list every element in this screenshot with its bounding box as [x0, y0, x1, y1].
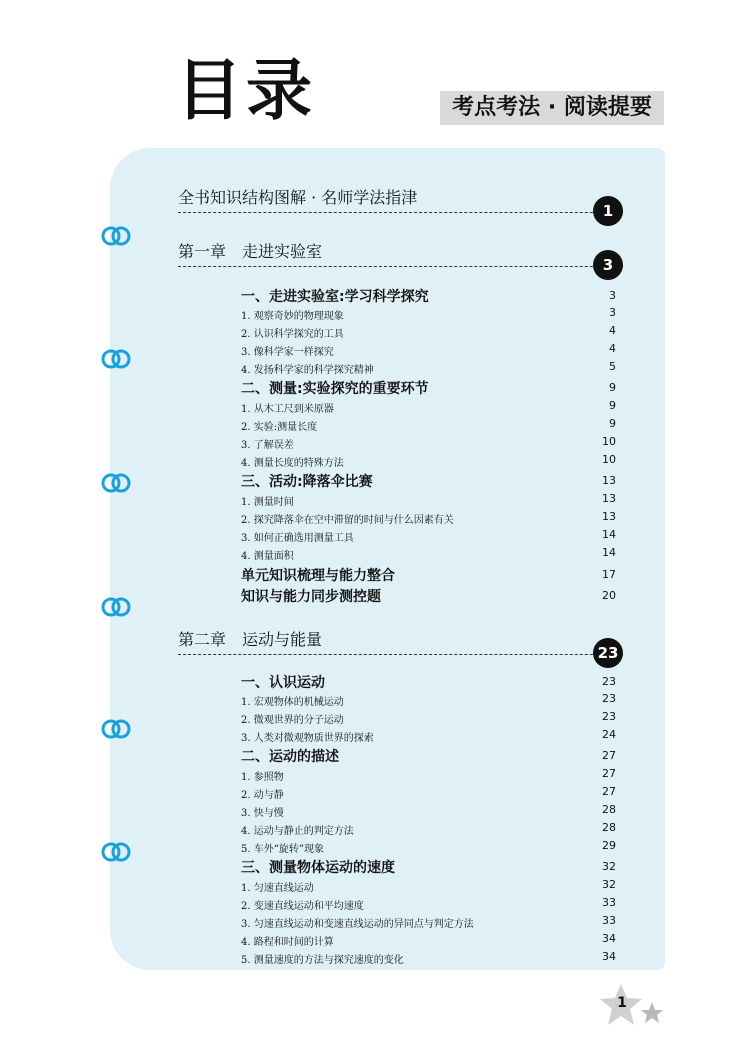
toc-heading[interactable]: 二、运动的描述: [241, 749, 339, 765]
toc-page: 29: [602, 839, 616, 852]
toc-item[interactable]: 4. 测量长度的特殊方法: [241, 458, 344, 469]
page-badge: 1: [593, 196, 623, 226]
toc-page: 23: [602, 675, 616, 688]
toc-page: 23: [602, 692, 616, 705]
binder-ring-icon: [100, 841, 132, 863]
toc-heading[interactable]: 单元知识梳理与能力整合: [241, 568, 395, 584]
toc-item[interactable]: 5. 车外“旋转”现象: [241, 844, 324, 855]
toc-page: 23: [602, 710, 616, 723]
toc-item[interactable]: 1. 参照物: [241, 772, 284, 783]
binder-ring-icon: [100, 348, 132, 370]
page-number: 1: [617, 995, 627, 1011]
toc-page: 3: [609, 289, 616, 302]
toc-item[interactable]: 2. 动与静: [241, 790, 284, 801]
binder-ring-icon: [100, 596, 132, 618]
toc-page: 13: [602, 510, 616, 523]
page-badge: 23: [593, 638, 623, 668]
toc-page: 24: [602, 728, 616, 741]
toc-page: 13: [602, 492, 616, 505]
section-label: 第一章 走进实验室: [178, 242, 323, 261]
toc-item[interactable]: 4. 发扬科学家的科学探究精神: [241, 365, 374, 376]
toc-heading[interactable]: 三、活动:降落伞比赛: [241, 474, 373, 490]
toc-page: 28: [602, 803, 616, 816]
toc-page: 32: [602, 860, 616, 873]
toc-item[interactable]: 3. 人类对微观物质世界的探索: [241, 733, 374, 744]
toc-item[interactable]: 1. 宏观物体的机械运动: [241, 697, 344, 708]
toc-heading[interactable]: 二、测量:实验探究的重要环节: [241, 381, 429, 397]
toc-item[interactable]: 3. 如何正确选用测量工具: [241, 533, 354, 544]
toc-item[interactable]: 4. 测量面积: [241, 551, 294, 562]
toc-page: 13: [602, 474, 616, 487]
toc-page: 9: [609, 399, 616, 412]
toc-section[interactable]: [178, 184, 623, 220]
toc-heading[interactable]: 一、走进实验室:学习科学探究: [241, 289, 429, 305]
toc-page: 28: [602, 821, 616, 834]
page-title: 目录: [176, 52, 316, 129]
toc-page: 9: [609, 381, 616, 394]
page-badge: 3: [593, 250, 623, 280]
toc-page: 3: [609, 306, 616, 319]
toc-page: 10: [602, 453, 616, 466]
toc-page: 33: [602, 896, 616, 909]
toc-item[interactable]: 3. 匀速直线运动和变速直线运动的异同点与判定方法: [241, 919, 474, 930]
toc-item[interactable]: 1. 观察奇妙的物理现象: [241, 311, 344, 322]
toc-page: 9: [609, 417, 616, 430]
toc-page: 33: [602, 914, 616, 927]
toc-page: 34: [602, 950, 616, 963]
toc-section[interactable]: [178, 626, 623, 662]
toc-page: 27: [602, 767, 616, 780]
toc-page: 14: [602, 546, 616, 559]
toc-item[interactable]: 5. 测量速度的方法与探究速度的变化: [241, 955, 404, 966]
toc-page: 4: [609, 324, 616, 337]
toc-page: 17: [602, 568, 616, 581]
toc-item[interactable]: 4. 运动与静止的判定方法: [241, 826, 354, 837]
toc-item[interactable]: 2. 微观世界的分子运动: [241, 715, 344, 726]
toc-item[interactable]: 2. 探究降落伞在空中滞留的时间与什么因素有关: [241, 515, 454, 526]
binder-ring-icon: [100, 225, 132, 247]
toc-heading[interactable]: 知识与能力同步测控题: [241, 589, 381, 605]
toc-item[interactable]: 2. 实验:测量长度: [241, 422, 318, 433]
toc-page: 34: [602, 932, 616, 945]
binder-ring-icon: [100, 472, 132, 494]
toc-item[interactable]: 1. 测量时间: [241, 497, 294, 508]
toc-page: 14: [602, 528, 616, 541]
toc-heading[interactable]: 一、认识运动: [241, 675, 325, 691]
toc-item[interactable]: 3. 了解误差: [241, 440, 294, 451]
toc-item[interactable]: 2. 变速直线运动和平均速度: [241, 901, 364, 912]
toc-page: 27: [602, 785, 616, 798]
toc-item[interactable]: 1. 从木工尺到米原器: [241, 404, 334, 415]
toc-page: 20: [602, 589, 616, 602]
toc-item[interactable]: 1. 匀速直线运动: [241, 883, 314, 894]
toc-page: 4: [609, 342, 616, 355]
section-label: 第二章 运动与能量: [178, 630, 323, 649]
section-label: 全书知识结构图解 · 名师学法指津: [178, 188, 418, 207]
toc-item[interactable]: 4. 路程和时间的计算: [241, 937, 334, 948]
toc-item[interactable]: 3. 快与慢: [241, 808, 284, 819]
page-subtitle: 考点考法 · 阅读提要: [440, 91, 664, 125]
binder-ring-icon: [100, 718, 132, 740]
toc-page: 10: [602, 435, 616, 448]
toc-section[interactable]: [178, 238, 623, 274]
toc-item[interactable]: 2. 认识科学探究的工具: [241, 329, 344, 340]
toc-item[interactable]: 3. 像科学家一样探究: [241, 347, 334, 358]
toc-page: 27: [602, 749, 616, 762]
toc-heading[interactable]: 三、测量物体运动的速度: [241, 860, 395, 876]
star-icon: [596, 982, 666, 1032]
toc-page: 32: [602, 878, 616, 891]
toc-page: 5: [609, 360, 616, 373]
